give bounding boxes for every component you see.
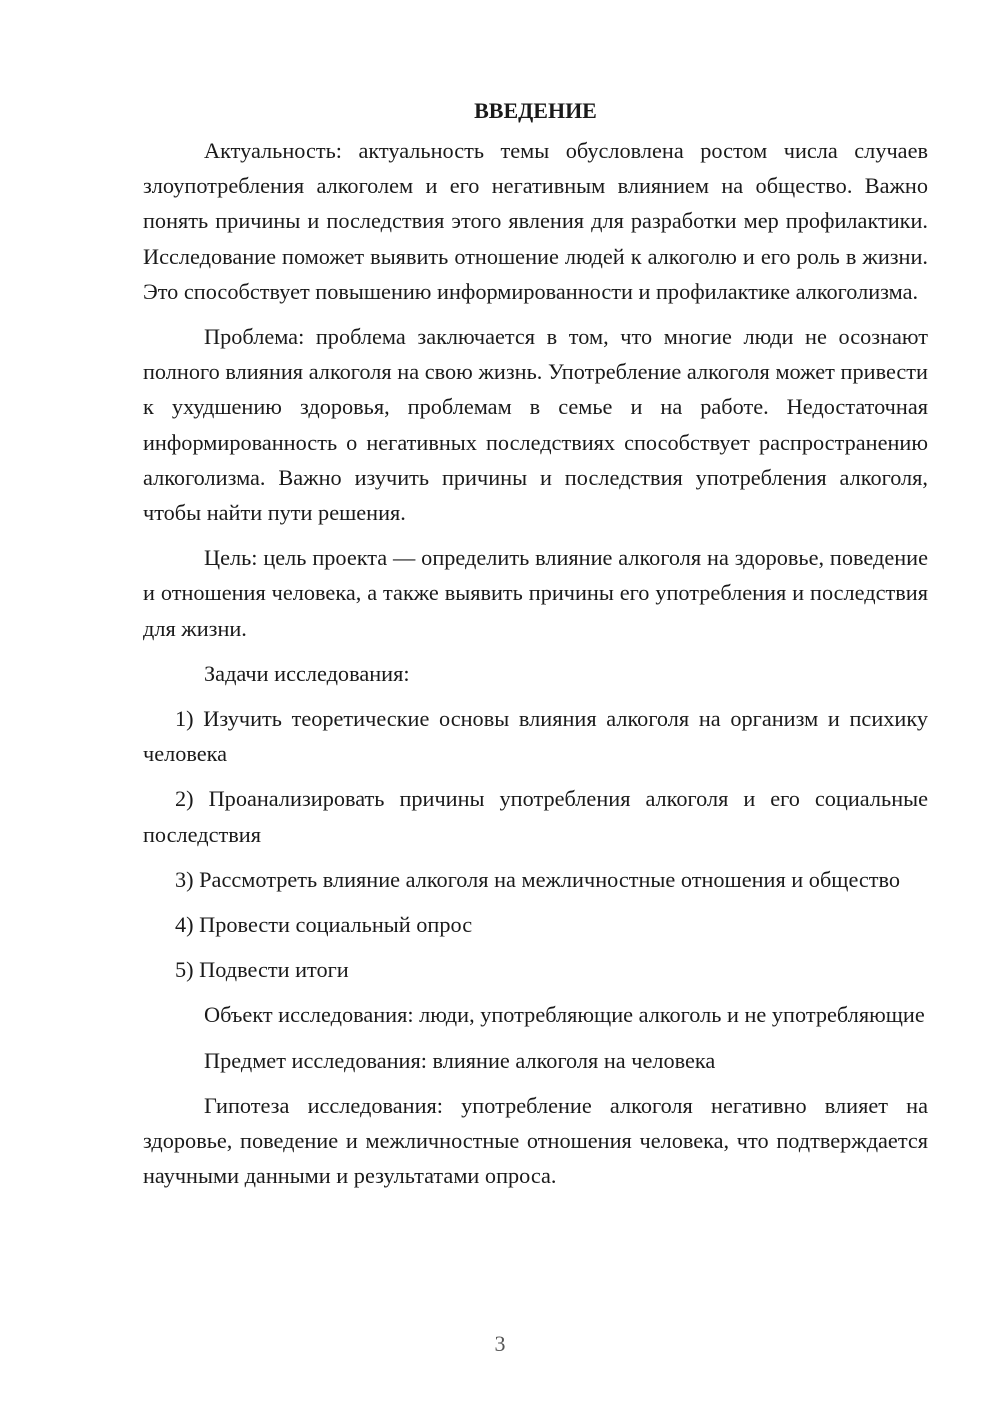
list-item: 4) Провести социальный опрос [175,912,473,938]
tasks-list [143,701,928,987]
list-item: 2) Проанализировать причины употребления алкоголя и его социальные последствия [143,786,928,847]
problem-paragraph: Проблема: проблема заключается в том, что многие люди не осознают полного влияния алкоголя на свою жизнь. Употребление алкоголя может привести к ухудшению здоровья, проблемам в семье и на работе. Недостаточная информированность о негативных последствиях способствует распространению алкоголизма. Важно изучить причины и последствия употребления алкоголя, чтобы найти пути решения. [143,324,928,526]
list-item: 3) Рассмотреть влияние алкоголя на межличностные отношения и общество [175,866,901,892]
section-title: ВВЕДЕНИЕ [474,98,597,123]
document-page [143,93,928,1203]
tasks-heading: Задачи исследования: [204,660,410,686]
list-item: 1) Изучить теоретические основы влияния алкоголя на организм и психику человека [143,706,928,767]
subject-paragraph: Предмет исследования: влияние алкоголя на человека [204,1047,716,1073]
list-item: 5) Подвести итоги [175,957,349,983]
object-paragraph: Объект исследования: люди, употребляющие алкоголь и не употребляющие [204,1002,925,1028]
relevance-paragraph: Актуальность: актуальность темы обусловлена ростом числа случаев злоупотребления алкоголем и его негативным влиянием на общество. Важно понять причины и последствия этого явления для разработки мер профилактики. Исследование поможет выявить отношение людей к алкоголю и его роль в жизни. Это способствует повышению информированности и профилактике алкоголизма. [143,138,928,304]
goal-paragraph: Цель: цель проекта — определить влияние алкоголя на здоровье, поведение и отношения человека, а также выявить причины его употребления и последствия для жизни. [143,545,928,641]
hypothesis-paragraph: Гипотеза исследования: употребление алкоголя негативно влияет на здоровье, поведение и межличностные отношения человека, что подтверждается научными данными и результатами опроса. [143,1092,928,1189]
page-number: 3 [494,1331,506,1356]
